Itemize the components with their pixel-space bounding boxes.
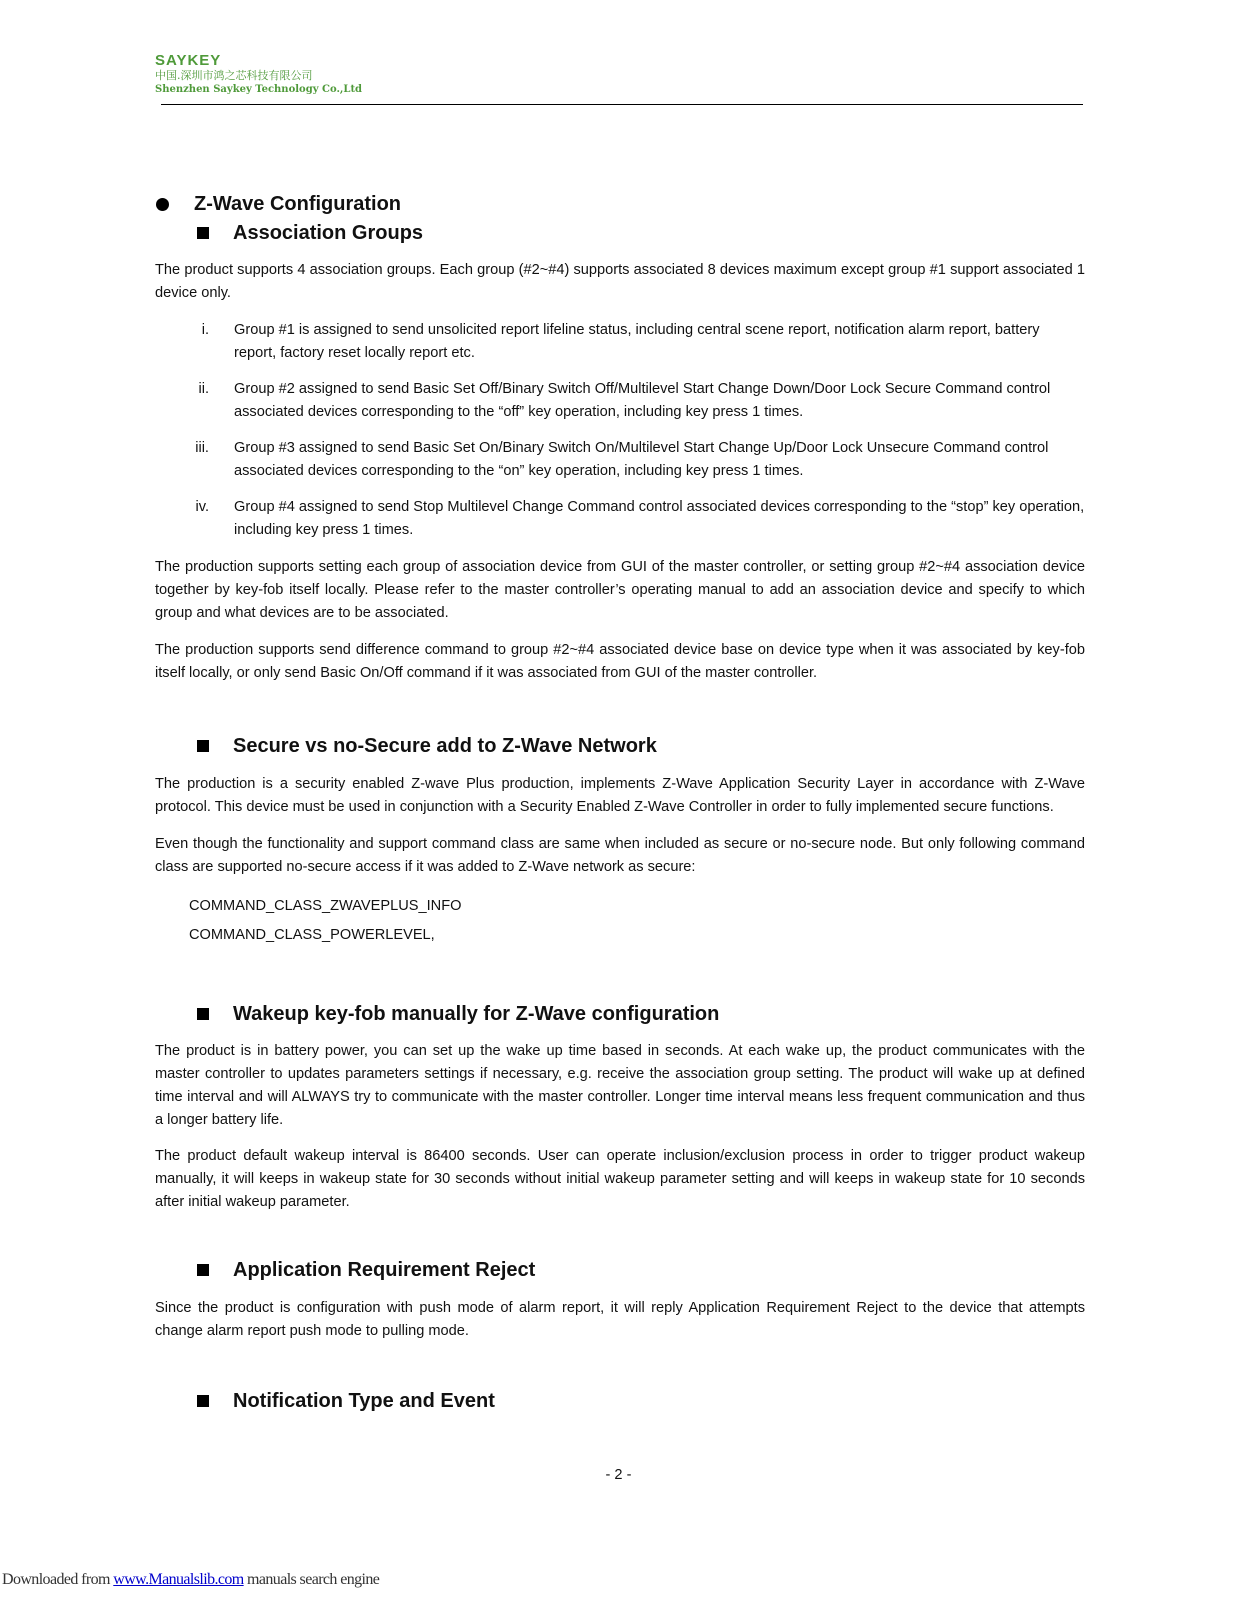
header-divider (161, 104, 1083, 105)
square-bullet-icon (197, 1264, 209, 1276)
list-item (155, 437, 1085, 483)
section-heading (155, 190, 1085, 218)
notification-title: Notification Type and Event (233, 1390, 495, 1412)
footer-suffix: manuals search engine (243, 1571, 380, 1588)
list-item-number: ii. (198, 381, 209, 397)
square-bullet-icon (197, 227, 209, 239)
wakeup-paragraph-1: The product is in battery power, you can set up the wake up time based in seconds. At each wake up, the product communicates with the master controller to updates parameters settings if necessary, e.g. receive the association group setting. The product will wake up at defined time interval and will ALWAYS try to communicate with the master controller. Longer time interval means less frequent communication and thus a longer battery life. (155, 1043, 1085, 1128)
bullet-icon (156, 198, 169, 211)
secure-title: Secure vs no-Secure add to Z-Wave Network (233, 735, 657, 757)
reject-title: Application Requirement Reject (233, 1259, 536, 1281)
command-class-powerlevel: COMMAND_CLASS_POWERLEVEL, (189, 927, 435, 943)
secure-paragraph-1: The production is a security enabled Z-wave Plus production, implements Z-Wave Application Security Layer in accordance with Z-Wave protocol. This device must be used in conjunction with a Security Enabled Z-Wave Controller in order to fully implemented secure functions. (155, 776, 1085, 815)
association-heading (155, 219, 1085, 247)
association-group-list (155, 319, 1085, 542)
footer-prefix: Downloaded from (2, 1571, 114, 1588)
list-item (155, 496, 1085, 542)
list-item-text: Group #1 is assigned to send unsolicited report lifeline status, including central scene report, notification alarm report, battery report, factory reset locally report etc. (234, 322, 1040, 361)
wakeup-heading (155, 1000, 1085, 1028)
secure-heading (155, 732, 1085, 760)
association-paragraph-2: The production supports send difference command to group #2~#4 associated device base on device type when it was associated by key-fob itself locally, or only send Basic On/Off command if it was associated from GUI of the master controller. (155, 642, 1085, 681)
wakeup-paragraph-2: The product default wakeup interval is 86400 seconds. User can operate inclusion/exclusion process in order to trigger product wakeup manually, it will keeps in wakeup state for 30 seconds without initial wakeup parameter setting and will keeps in wakeup state for 10 seconds after initial wakeup parameter. (155, 1148, 1085, 1210)
square-bullet-icon (197, 1008, 209, 1020)
company-name-en: Shenzhen Saykey Technology Co.,Ltd (155, 84, 363, 95)
wakeup-title: Wakeup key-fob manually for Z-Wave configuration (233, 1003, 720, 1025)
list-item-text: Group #3 assigned to send Basic Set On/Binary Switch On/Multilevel Start Change Up/Door Lock Unsecure Command control associated devices corresponding to the “on” key operation, including key press 1 times. (234, 440, 1049, 479)
list-item (155, 319, 1085, 365)
manualslib-link[interactable]: www.Manualslib.com (113, 1571, 244, 1588)
list-item-number: iii. (195, 440, 209, 456)
list-item-number: i. (201, 322, 209, 338)
list-item-text: Group #4 assigned to send Stop Multilevel Change Command control associated devices corresponding to the “stop” key operation, including key press 1 times. (234, 499, 1085, 538)
association-title: Association Groups (233, 222, 424, 244)
square-bullet-icon (197, 1395, 209, 1407)
association-intro: The product supports 4 association groups. Each group (#2~#4) supports associated 8 devices maximum except group #1 support associated 1 device only. (155, 262, 1085, 301)
reject-paragraph: Since the product is configuration with push mode of alarm report, it will reply Application Requirement Reject to the device that attempts change alarm report push mode to pulling mode. (155, 1300, 1085, 1339)
list-item-text: Group #2 assigned to send Basic Set Off/Binary Switch Off/Multilevel Start Change Down/Door Lock Secure Command control associated devices corresponding to the “off” key operation, including key press 1 times. (234, 381, 1051, 420)
secure-paragraph-2: Even though the functionality and support command class are same when included as secure or no-secure node. But only following command class are supported no-secure access if it was added to Z-Wave network as secure: (155, 836, 1085, 875)
list-item (155, 378, 1085, 424)
section-title: Z-Wave Configuration (194, 193, 402, 215)
download-footer (2, 1571, 379, 1589)
notification-heading (155, 1387, 1085, 1415)
company-header (155, 53, 362, 97)
command-class-zwaveplus-info: COMMAND_CLASS_ZWAVEPLUS_INFO (189, 898, 462, 914)
company-logo: SAYKEY (155, 52, 222, 69)
association-paragraph-1: The production supports setting each group of association device from GUI of the master controller, or setting group #2~#4 association device together by key-fob itself locally. Please refer to the master controller’s operating manual to add an association device and specify to which group and what devices are to be associated. (155, 559, 1085, 621)
list-item-number: iv. (195, 499, 209, 515)
square-bullet-icon (197, 740, 209, 752)
reject-heading (155, 1256, 1085, 1284)
company-name-cn: 中国.深圳市鸿之芯科技有限公司 (155, 69, 313, 82)
page-content (155, 190, 1085, 1415)
page-number: - 2 - (605, 1467, 632, 1483)
